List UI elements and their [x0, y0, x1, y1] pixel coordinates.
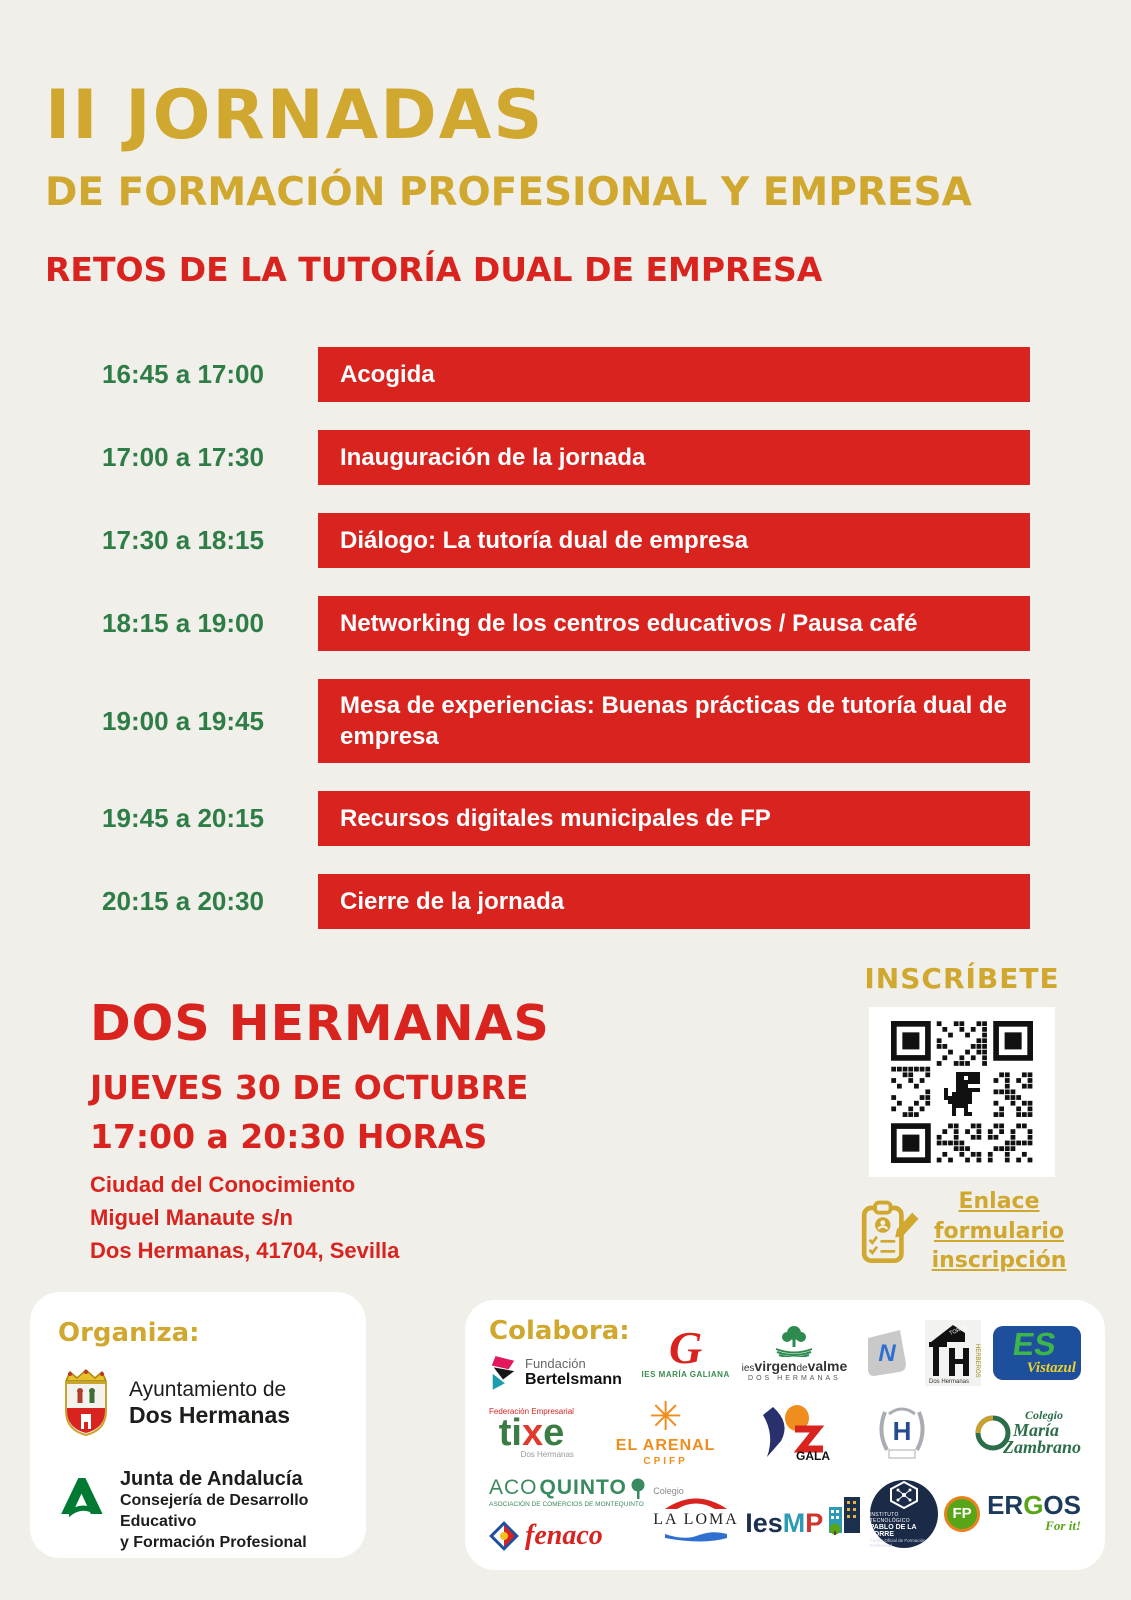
logo-ies-maria-galiana: G IES MARÍA GALIANA: [641, 1321, 730, 1380]
logo-ayuntamiento-dos-hermanas: [58, 1366, 338, 1440]
schedule: [88, 347, 1030, 929]
svg-text:N: N: [878, 1340, 896, 1367]
inscription-heading: INSCRÍBETE: [864, 962, 1060, 995]
svg-text:H: H: [892, 1416, 912, 1446]
logo-acoquinto: ACO QUINTO ASOCIACIÓN DE COMERCIOS DE MONTEQUINTO: [489, 1476, 647, 1508]
schedule-activity: Mesa de experiencias: Buenas prácticas de tutoría dual de empresa: [318, 679, 1030, 763]
logo-instituto-tecnologico-pablo-de-la-torre: INSTITUTO TECNOLÓGICO PABLO DE LA TORRE Centro Oficial de Formación Profesional: [870, 1480, 938, 1548]
logo-ies-torre-de-los-herberos: [925, 1320, 981, 1386]
bertelsmann-mark-icon: [489, 1354, 517, 1390]
schedule-time: 16:45 a 17:00: [102, 359, 264, 389]
logo-gala: [757, 1403, 833, 1463]
inscription-link[interactable]: Enlace formulario inscripción: [931, 1189, 1067, 1274]
event-date: JUEVES 30 DE OCTUBRE: [90, 1068, 529, 1107]
poster-title: II JORNADAS: [45, 76, 545, 155]
logo-ies-mp: IesMP: [745, 1493, 863, 1535]
logo-colegio-maria-zambrano: Colegio María Zambrano: [971, 1410, 1081, 1456]
event-address: [90, 1168, 550, 1267]
schedule-time: 20:15 a 20:30: [102, 886, 264, 917]
logo-colegio-n: [859, 1326, 913, 1380]
schedule-time: 17:30 a 18:15: [102, 525, 264, 555]
poster-theme: RETOS DE LA TUTORÍA DUAL DE EMPRESA: [45, 250, 823, 289]
schedule-activity: Diálogo: La tutoría dual de empresa: [318, 513, 1030, 568]
organiza-card: [30, 1292, 366, 1558]
logo-fundacion-bertelsmann: Fundación Bertelsmann: [489, 1354, 622, 1390]
junta-line3: y Formación Profesional: [119, 1533, 307, 1551]
clipboard-pencil-icon: [858, 1195, 920, 1269]
logo-ies-vistazul: ES Vistazul: [993, 1326, 1081, 1380]
colabora-label: Colabora:: [489, 1316, 630, 1346]
inscription-link-row: [852, 1187, 1072, 1276]
svg-text:Dos Hermanas: Dos Hermanas: [929, 1379, 970, 1385]
schedule-row: [88, 874, 1030, 929]
logo-ies-virgen-de-valme: iesvirgendevalme DOS HERMANAS: [742, 1325, 848, 1382]
acoquinto-tree-icon: [629, 1478, 647, 1500]
schedule-activity: Networking de los centros educativos / Pausa café: [318, 596, 1030, 651]
svg-text:HERBEROS: HERBEROS: [974, 1344, 981, 1378]
colabora-card: [465, 1300, 1105, 1570]
ayuntamiento-line1: Ayuntamiento de: [129, 1377, 287, 1401]
schedule-activity: Cierre de la jornada: [318, 874, 1030, 929]
logo-fp-ergos: FP ERGOS For it!: [944, 1494, 1081, 1533]
junta-line1: Junta de Andalucía: [119, 1468, 303, 1490]
ayuntamiento-line2: Dos Hermanas: [129, 1401, 291, 1428]
laloma-roof-icon: [663, 1496, 729, 1510]
schedule-activity: Recursos digitales municipales de FP: [318, 791, 1030, 846]
svg-text:TORRE: TORRE: [948, 1324, 969, 1337]
inscription-block: [852, 962, 1072, 1276]
qr-code-dino-icon[interactable]: [891, 1021, 1033, 1163]
pablo-hexagon-network-icon: [887, 1480, 921, 1510]
laloma-wave-icon: [663, 1530, 729, 1542]
torre-herberos-icon: [925, 1320, 981, 1386]
event-street: Miguel Manaute s/n: [90, 1205, 293, 1230]
schedule-activity: Acogida: [318, 347, 1030, 402]
logo-el-arenal-cpifp: ✳ EL ARENAL CPIFP: [615, 1395, 716, 1467]
schedule-time: 17:00 a 17:30: [102, 442, 264, 472]
fenaco-diamond-icon: [489, 1521, 519, 1551]
iesmp-building-icon: [827, 1493, 863, 1535]
h-crest-icon: [875, 1402, 929, 1464]
junta-line2: Consejería de Desarrollo Educativo: [119, 1492, 309, 1530]
junta-andalucia-a-icon: [58, 1468, 105, 1524]
logo-colegio-h-crest: [875, 1402, 929, 1464]
logo-junta-andalucia: [58, 1468, 338, 1553]
event-city: DOS HERMANAS: [90, 995, 550, 1052]
arenal-gear-icon: ✳: [648, 1395, 683, 1439]
schedule-time: 19:45 a 20:15: [102, 803, 264, 834]
schedule-row: [88, 430, 1030, 485]
qr-card: [869, 1007, 1055, 1177]
schedule-row: [88, 513, 1030, 568]
event-city-line: Dos Hermanas, 41704, Sevilla: [90, 1238, 400, 1263]
event-venue: Ciudad del Conocimiento: [90, 1172, 356, 1197]
event-info: [90, 995, 550, 1267]
svg-text:GALA: GALA: [796, 1449, 831, 1463]
schedule-row: [88, 347, 1030, 402]
schedule-row: [88, 679, 1030, 763]
event-hours: 17:00 a 20:30 HORAS: [90, 1117, 488, 1156]
schedule-time: 18:15 a 19:00: [102, 608, 264, 638]
gala-mark-icon: [757, 1403, 833, 1463]
organiza-label: Organiza:: [58, 1318, 200, 1348]
ergos-fp-badge: FP: [944, 1496, 980, 1532]
n-badge-icon: [859, 1326, 913, 1380]
poster-subtitle: DE FORMACIÓN PROFESIONAL Y EMPRESA: [45, 170, 972, 215]
logo-tixe: Federación Empresarial tixe Dos Hermanas: [489, 1406, 574, 1460]
valme-tree-icon: [772, 1325, 816, 1357]
schedule-row: [88, 791, 1030, 846]
schedule-time: 19:00 a 19:45: [102, 705, 264, 736]
logo-colegio-la-loma: Colegio LA LOMA: [653, 1486, 739, 1542]
logo-fenaco: fenaco: [489, 1520, 603, 1552]
schedule-activity: Inauguración de la jornada: [318, 430, 1030, 485]
schedule-row: [88, 596, 1030, 651]
dos-hermanas-crest-icon: [58, 1366, 114, 1440]
